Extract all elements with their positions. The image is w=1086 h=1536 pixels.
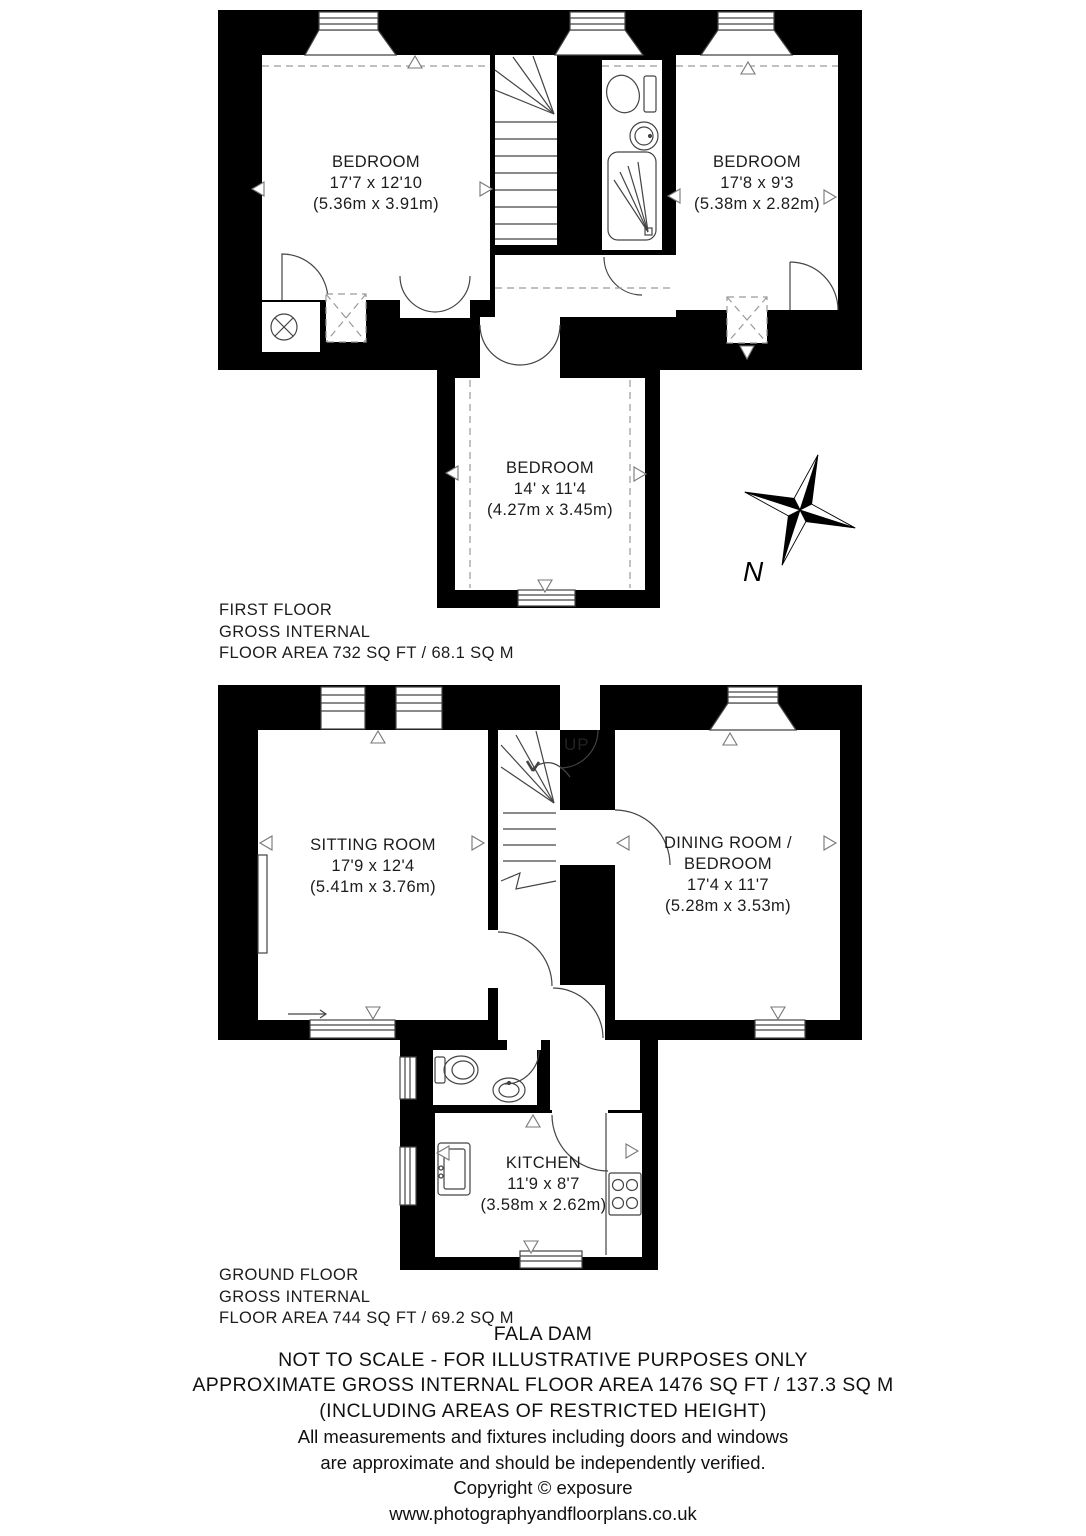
- room-dims-imperial: 17'8 x 9'3: [720, 174, 794, 192]
- room-dims-imperial: 17'9 x 12'4: [331, 857, 415, 875]
- footer-line: (INCLUDING AREAS OF RESTRICTED HEIGHT): [319, 1399, 767, 1422]
- caption-line: FLOOR AREA 744 SQ FT / 69.2 SQ M: [219, 1309, 514, 1327]
- caption-line: FLOOR AREA 732 SQ FT / 68.1 SQ M: [219, 644, 514, 662]
- label-sitting-room: [258, 835, 488, 898]
- label-bedroom-2: [676, 152, 838, 215]
- room-dims-imperial: 17'4 x 11'7: [687, 876, 769, 894]
- first-floor-caption: [219, 600, 514, 665]
- ground-floor-plan: [218, 685, 862, 1270]
- room-dims-metric: (5.38m x 2.82m): [693, 195, 821, 213]
- footer-line: are approximate and should be independently verified.: [320, 1451, 766, 1473]
- room-dims-metric: (4.27m x 3.45m): [486, 501, 614, 519]
- room-dims-imperial: 14' x 11'4: [513, 480, 587, 498]
- copyright-line: Copyright © exposure: [453, 1477, 633, 1498]
- room-dims-metric: (5.41m x 3.76m): [309, 878, 437, 896]
- footer-line: APPROXIMATE GROSS INTERNAL FLOOR AREA 1476 SQ FT / 137.3 SQ M: [192, 1374, 894, 1396]
- footer-line: All measurements and fixtures including doors and windows: [297, 1426, 789, 1447]
- room-dims-metric: (5.36m x 3.91m): [312, 195, 440, 213]
- ground-floor-caption: [219, 1265, 514, 1330]
- property-title: FALA DAM: [493, 1323, 593, 1345]
- room-name: BEDROOM: [331, 153, 421, 171]
- room-name: SITTING ROOM: [310, 836, 436, 854]
- room-name: BEDROOM: [505, 459, 595, 477]
- compass-north-label: N: [743, 556, 764, 587]
- room-name: KITCHEN: [505, 1154, 582, 1172]
- footer-line: NOT TO SCALE - FOR ILLUSTRATIVE PURPOSES ONLY: [278, 1348, 808, 1371]
- room-dims-metric: (3.58m x 2.62m): [480, 1196, 607, 1214]
- room-dims-imperial: 11'9 x 8'7: [507, 1175, 580, 1193]
- caption-line: GROSS INTERNAL: [219, 1287, 371, 1306]
- room-dims-imperial: 17'7 x 12'10: [329, 174, 423, 192]
- label-bedroom-1: [262, 152, 490, 215]
- room-dims-metric: (5.28m x 3.53m): [664, 897, 792, 915]
- room-name: DINING ROOM / BEDROOM: [663, 834, 793, 873]
- label-dining-room: [638, 833, 818, 917]
- footer-disclaimer: [0, 1322, 1086, 1526]
- label-bedroom-3: [455, 458, 645, 521]
- label-kitchen: [445, 1153, 642, 1216]
- stairs-up-label: UP: [564, 735, 590, 754]
- caption-line: GROUND FLOOR: [219, 1266, 359, 1284]
- website-url: www.photographyandfloorplans.co.uk: [389, 1502, 697, 1524]
- caption-line: FIRST FLOOR: [219, 601, 333, 619]
- caption-line: GROSS INTERNAL: [219, 622, 371, 641]
- room-name: BEDROOM: [712, 153, 802, 171]
